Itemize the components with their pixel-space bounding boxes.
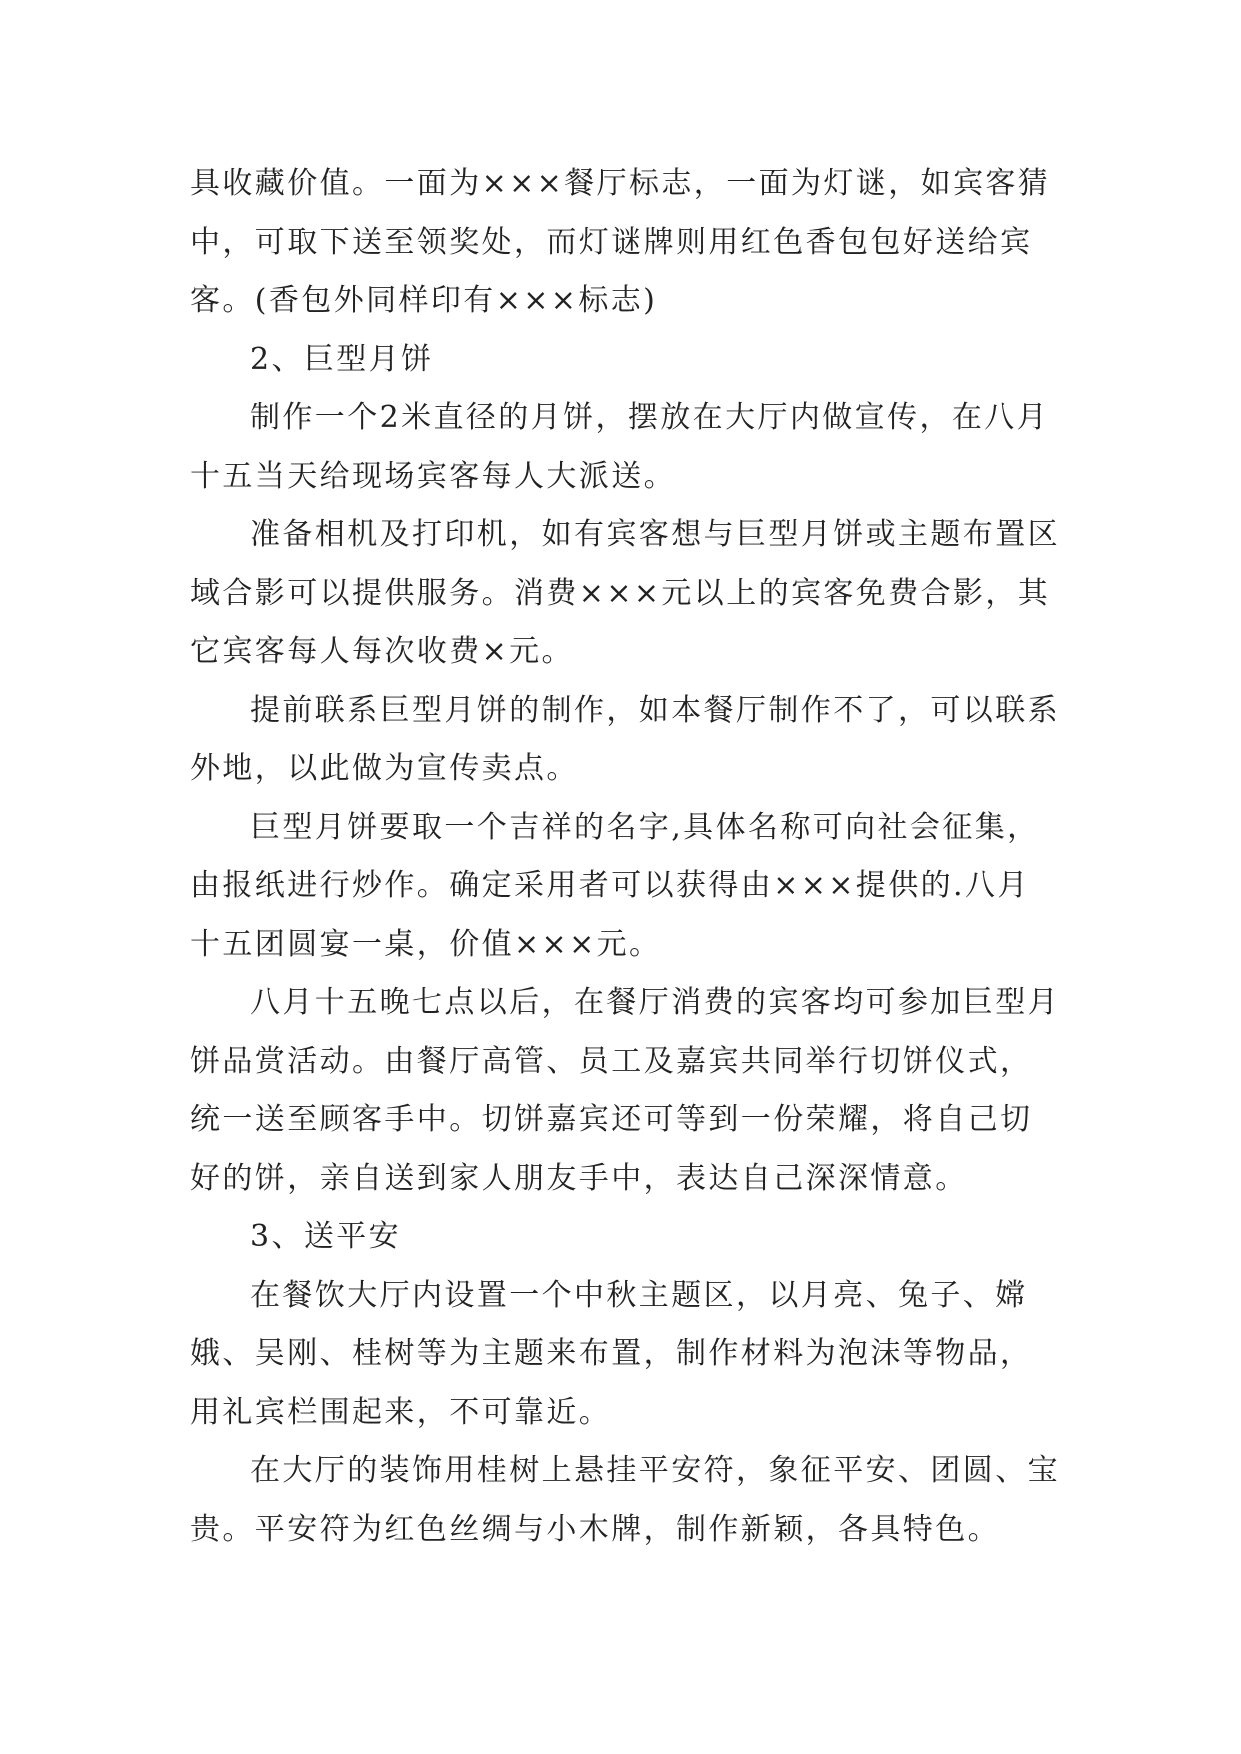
document-body — [190, 155, 1060, 1559]
section-heading-3: 3、送平安 — [250, 1219, 402, 1254]
paragraph-6: 巨型月饼要取一个吉祥的名字,具体名称可向社会征集，由报纸进行炒作。确定采用者可以获得由×××提供的.八月十五团圆宴一桌，价值×××元。 — [190, 809, 1040, 962]
paragraph-9: 在餐饮大厅内设置一个中秋主题区，以月亮、兔子、嫦娥、吴刚、桂树等为主题来布置，制作材料为泡沫等物品，用礼宾栏围起来，不可靠近。 — [190, 1277, 1033, 1430]
paragraph-4: 准备相机及打印机，如有宾客想与巨型月饼或主题布置区域合影可以提供服务。消费×××元以上的宾客免费合影，其它宾客每人每次收费×元。 — [190, 517, 1060, 669]
paragraph-1: 具收藏价值。一面为×××餐厅标志，一面为灯谜，如宾客猜中，可取下送至领奖处，而灯谜牌则用红色香包包好送给宾客。(香包外同样印有×××标志) — [190, 166, 1051, 318]
section-heading-2: 2、巨型月饼 — [250, 341, 434, 377]
paragraph-5: 提前联系巨型月饼的制作，如本餐厅制作不了，可以联系外地，以此做为宣传卖点。 — [190, 692, 1060, 786]
paragraph-10: 在大厅的装饰用桂树上悬挂平安符，象征平安、团圆、宝贵。平安符为红色丝绸与小木牌，制作新颖，各具特色。 — [190, 1453, 1060, 1547]
paragraph-3: 制作一个2米直径的月饼，摆放在大厅内做宣传，在八月十五当天给现场宾客每人大派送。 — [190, 400, 1050, 494]
paragraph-7: 八月十五晚七点以后，在餐厅消费的宾客均可参加巨型月饼品赏活动。由餐厅高管、员工及嘉宾共同举行切饼仪式，统一送至顾客手中。切饼嘉宾还可等到一份荣耀，将自己切好的饼，亲自送到家人朋友手中，表达自己深深情意。 — [190, 985, 1060, 1196]
